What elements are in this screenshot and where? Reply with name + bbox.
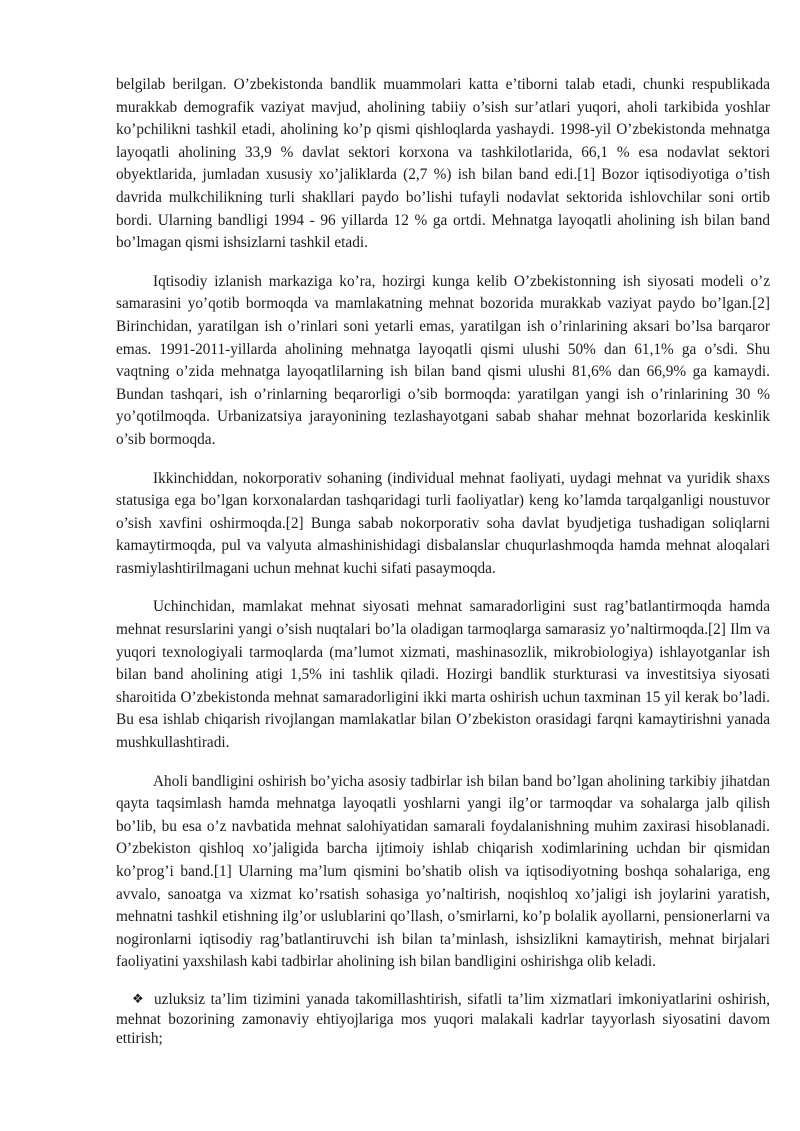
bullet-list-item	[116, 990, 770, 1049]
paragraph-employment-measures: Aholi bandligini oshirish bo’yicha asosiy tadbirlar ish bilan band bo’lgan aholining tarkibiy jihatdan qayta taqsimlash hamda mehnatga layoqatli yoshlarni yangi ilg’or tarmoqdar va sohalarga jalb qilish bo’lib, bu esa o’z navbatida mehnat salohiyatidan samarali foydalanishning muhim zaxirasi hisoblanadi. O’zbekiston qishloq xo’jaligida barcha ijtimoiy ishlab chiqarish xodimlarining uchdan bir qismidan ko’prog’i band.[1] Ularning ma’lum qismini bo’shatib olish va iqtisodiyotning boshqa sohalariga, eng avvalo, sanoatga va xizmat ko’rsatish sohasiga yo’naltirish, noqishloq xo’jaligi ish joylarini yaratish, mehnatni tashkil etishning ilg’or uslublarini qo’llash, o’smirlarni, ko’p bolalik ayollarni, pensionerlarni va nogironlarni iqtisodiy rag’batlantiruvchi ish bilan ta’minlash, ishsizlikni kamaytirish, mehnat birjalari faoliyatini yaxshilash kabi tadbirlar aholining ish bilan bandligini oshirishga olib keladi.	[116, 772, 770, 971]
paragraph-second-point: Ikkinchiddan, nokorporativ sohaning (individual mehnat faoliyati, uydagi mehnat va yuridik shaxs statusiga ega bo’lgan korxonalardan tashqaridagi turli faoliyatlar) keng ko’lamda tarqalganligi noustuvor o’sish xavfini oshirmoqda.[2] Bunga sabab nokorporativ soha davlat byudjetiga tushadigan soliqlarni kamaytirmoqda, pul va valyuta almashinishidagi disbalanslar chuqurlashmoqda hamda mehnat aloqalari rasmiylashtirilmagani uchun mehnat kuchi sifati pasaymoqda.	[116, 469, 770, 577]
diamond-bullet-icon: ❖	[132, 991, 144, 1007]
paragraph-economic-research: Iqtisodiy izlanish markaziga ko’ra, hozirgi kunga kelib O’zbekistonning ish siyosati modeli o’z samarasini yo’qotib bormoqda va mamlakatning mehnat bozorida murakkab vaziyat paydo bo’lgan.[2] Birinchidan, yaratilgan ish o’rinlari soni yetarli emas, yaratilgan ish o’rinlarining aksari bo’lsa barqaror emas. 1991-2011-yillarda aholining mehnatga layoqatli qismi ulushi 50% dan 61,1% ga o’sdi. Shu vaqtning o’zida mehnatga layoqatlilarning ish bilan band qismi ulushi 81,6% dan 66,9% ga kamaydi. Bundan tashqari, ish o’rinlarning beqarorligi o’sib bormoqda: yaratilgan yangi ish o’rinlarining 30 % yo’qotilmoqda. Urbanizatsiya jarayonining tezlashayotgani sabab shahar mehnat bozorlarida keskinlik o’sib bormoqda.	[116, 272, 770, 448]
document-page	[116, 74, 770, 1049]
paragraph-third-point: Uchinchidan, mamlakat mehnat siyosati mehnat samaradorligini sust rag’batlantirmoqda hamda mehnat resurslarini yangi o’sish nuqtalari bo’la oladigan tarmoqlarga samarasiz yo’naltirmoqda.[2] Ilm va yuqori texnologiyali tarmoqlarda (ma’lumot xizmati, mashinasozlik, mikrobiologiya) ishlayotganlar ish bilan band aholining atigi 1,5% ini tashlik qiladi. Hozirgi bandlik sturkturasi va investitsiya siyosati sharoitida O’zbekistonda mehnat samaradorligini ikki marta oshirish uchun taxminan 15 yil kerak bo’ladi. Bu esa ishlab chiqarish rivojlangan mamlakatlar bilan O’zbekiston orasidagi farqni kamaytirishni yanada mushkullashtiradi.	[116, 598, 770, 752]
bullet-item-text: uzluksiz ta’lim tizimini yanada takomillashtirish, sifatli ta’lim xizmatlari imkoniyatlarini oshirish, mehnat bozorining zamonaviy ehtiyojlariga mos yuqori malakali kadrlar tayyorlash siyosatini davom ettirish;	[116, 990, 770, 1048]
paragraph-continuation: belgilab berilgan. O’zbekistonda bandlik muammolari katta e’tiborni talab etadi, chunki respublikada murakkab demografik vaziyat mavjud, aholining tabiiy o’sish sur’atlari yuqori, aholi tarkibida yoshlar ko’pchilikni tashkil etadi, aholining ko’p qismi qishloqlarda yashaydi. 1998-yil O’zbekistonda mehnatga layoqatli aholining 33,9 % davlat sektori korxona va tashkilotlarida, 66,1 % esa nodavlat sektori obyektlarida, jumladan xususiy xo’jaliklarda (2,7 %) ish bilan band edi.[1] Bozor iqtisodiyotiga o’tish davrida mulkchilikning turli shakllari paydo bo’lishi tufayli nodavlat sektorida ishlovchilar soni ortib bordi. Ularning bandligi 1994 - 96 yillarda 12 % ga ortdi. Mehnatga layoqatli aholining ish bilan band bo’lmagan qismi ishsizlarni tashkil etadi.	[116, 76, 770, 252]
